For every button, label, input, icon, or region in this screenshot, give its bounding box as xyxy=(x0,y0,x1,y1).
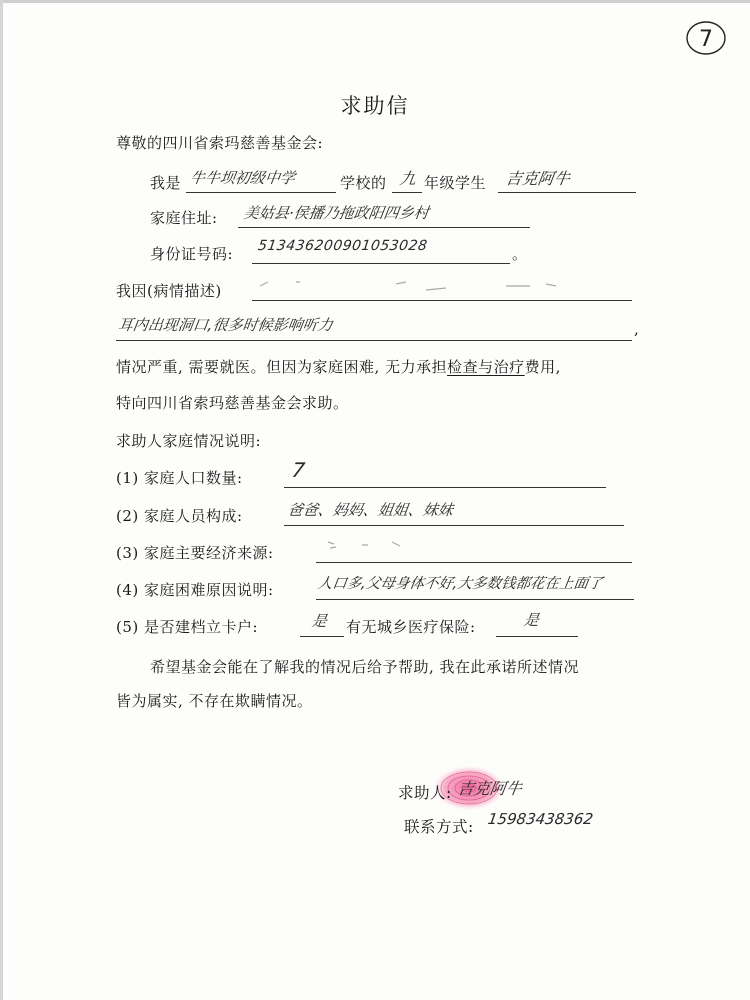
illness-line2-value: 耳内出现洞口,很多时候影响听力 xyxy=(116,316,334,334)
statement-line1-prefix: 情况严重, 需要就医。但因为家庭困难, 无力承担 xyxy=(116,358,448,376)
statement-treatment: 治疗 xyxy=(493,358,525,376)
grade-value: 九 xyxy=(398,169,418,188)
statement-line1-suffix: 费用, xyxy=(524,358,561,376)
page-number-circle xyxy=(684,18,728,58)
statement-line1 xyxy=(116,356,561,377)
family-item-1-field xyxy=(284,465,606,488)
statement-and: 与 xyxy=(478,358,494,376)
name-value: 吉克阿牛 xyxy=(504,169,572,188)
contact-label: 联系方式: xyxy=(404,818,474,836)
redacted-income-scribble xyxy=(322,536,422,554)
family-item-3-label: (3) 家庭主要经济来源: xyxy=(116,544,274,562)
family-item-5-label: (5) 是否建档立卡户: xyxy=(116,618,259,636)
signature-label: 求助人: xyxy=(398,784,452,802)
id-label: 身份证号码: xyxy=(150,245,234,263)
insurance-value: 是 xyxy=(522,611,541,629)
letter-title: 求助信 xyxy=(340,94,410,118)
page-number: 7 xyxy=(699,27,713,52)
family-item-4-value: 人口多,父母身体不好,大多数钱都花在上面了 xyxy=(316,576,604,592)
closing-line2: 皆为属实, 不存在欺瞒情况。 xyxy=(116,692,313,710)
illness-line2-end: , xyxy=(634,320,640,338)
contact-value: 15983438362 xyxy=(486,810,595,828)
family-item-4-label: (4) 家庭困难原因说明: xyxy=(116,581,274,599)
signature-value: 吉克阿牛 xyxy=(456,779,524,798)
archive-card-value: 是 xyxy=(310,612,329,630)
illness-label: 我因(病情描述) xyxy=(116,282,222,300)
family-heading: 求助人家庭情况说明: xyxy=(116,432,262,450)
intro-prefix: 我是 xyxy=(150,174,182,192)
statement-exam: 检查 xyxy=(447,358,479,376)
family-item-2-value: 爸爸、妈妈、姐姐、妹妹 xyxy=(286,501,455,519)
id-end: 。 xyxy=(512,245,528,263)
salutation: 尊敬的四川省索玛慈善基金会: xyxy=(116,134,324,152)
school-suffix: 学校的 xyxy=(340,174,387,192)
scan-edge-left xyxy=(0,0,3,1000)
statement-line2: 特向四川省索玛慈善基金会求助。 xyxy=(116,394,349,412)
redacted-illness-scribble xyxy=(256,276,586,296)
address-value: 美姑县·侯播乃拖政阳四乡村 xyxy=(242,204,430,222)
insurance-label: 有无城乡医疗保险: xyxy=(346,618,476,636)
family-item-1-value: 7 xyxy=(290,458,307,482)
family-item-2-label: (2) 家庭人员构成: xyxy=(116,507,243,525)
address-label: 家庭住址: xyxy=(150,209,218,227)
grade-suffix: 年级学生 xyxy=(424,174,487,192)
closing-line1: 希望基金会能在了解我的情况后给予帮助, 我在此承诺所述情况 xyxy=(150,658,580,676)
scan-edge-top xyxy=(0,0,750,3)
family-item-1-label: (1) 家庭人口数量: xyxy=(116,469,243,487)
id-value: 513436200901053028 xyxy=(256,238,429,254)
school-value: 牛牛坝初级中学 xyxy=(188,169,297,187)
